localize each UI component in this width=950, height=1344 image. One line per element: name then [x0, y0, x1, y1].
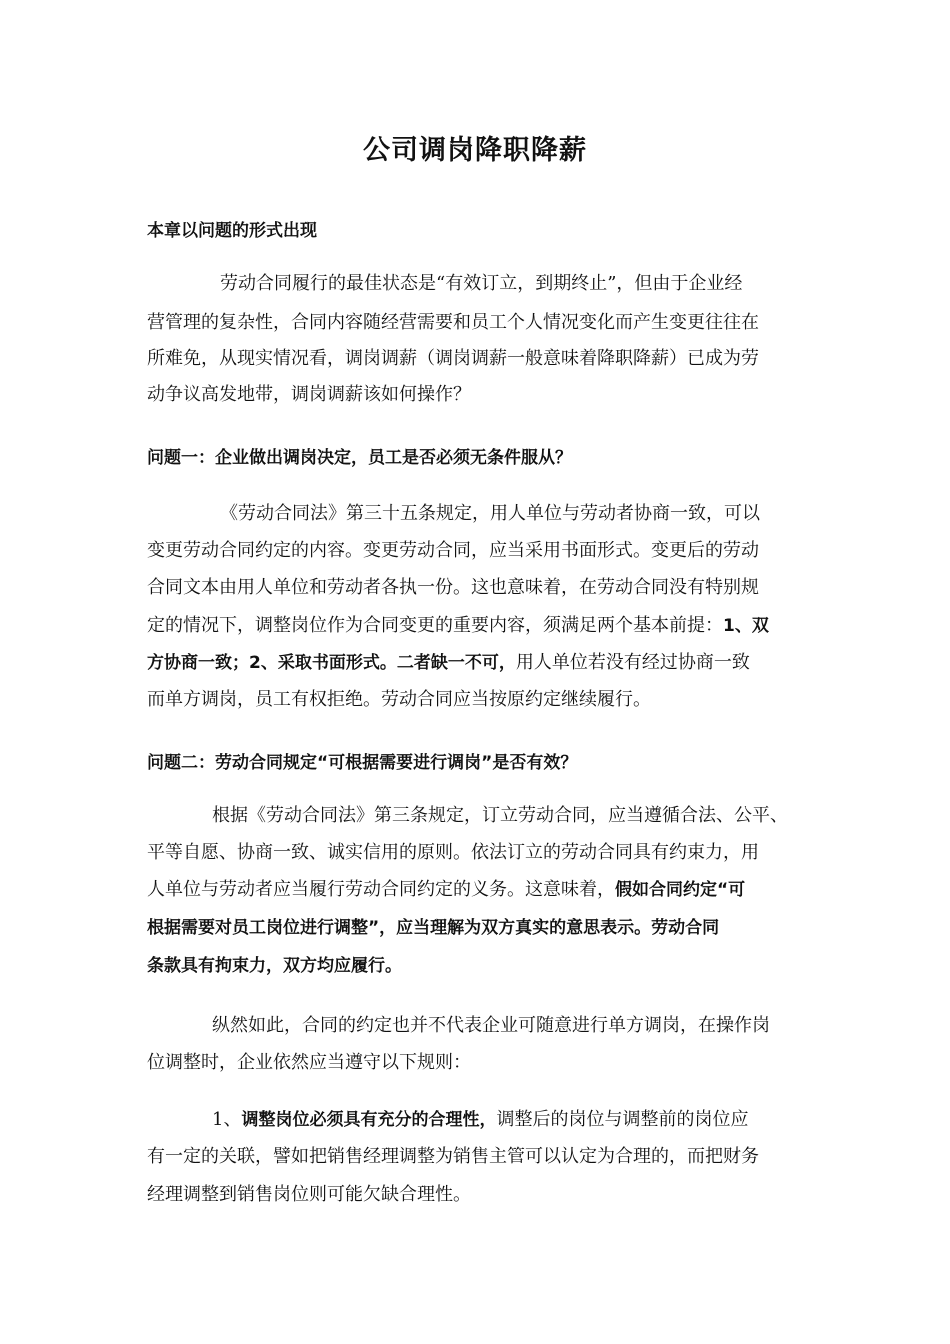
p2-line-5-bold: 方协商一致；2、采取书面形式。二者缺一不可，	[147, 653, 516, 673]
p3-line-1: 根据《劳动合同法》第三条规定，订立劳动合同，应当遵循合法、公平、	[212, 805, 788, 826]
p3-line-4: 根据需要对员工岗位进行调整”，应当理解为双方真实的意思表示。劳动合同	[147, 918, 720, 938]
p2-line-3: 合同文本由用人单位和劳动者各执一份。这也意味着，在劳动合同没有特别规	[147, 577, 759, 598]
p1-line-1: 劳动合同履行的最佳状态是“有效订立，到期终止”，但由于企业经	[220, 273, 743, 294]
p1-line-2: 营管理的复杂性，合同内容随经营需要和员工个人情况变化而产生变更往往在	[147, 312, 759, 333]
p2-line-4	[147, 614, 769, 638]
p4-line-1: 纵然如此，合同的约定也并不代表企业可随意进行单方调岗，在操作岗	[212, 1015, 770, 1036]
p2-line-1: 《劳动合同法》第三十五条规定，用人单位与劳动者协商一致，可以	[220, 503, 760, 524]
p5-line-1-bold: 调整岗位必须具有充分的合理性，	[241, 1110, 497, 1130]
p3-line-3	[147, 878, 745, 902]
question-1-heading: 问题一：企业做出调岗决定，员工是否必须无条件服从？	[147, 448, 572, 468]
p2-line-2: 变更劳动合同约定的内容。变更劳动合同，应当采用书面形式。变更后的劳动	[147, 540, 759, 561]
page-title: 公司调岗降职降薪	[363, 135, 587, 166]
p2-line-4-text: 定的情况下，调整岗位作为合同变更的重要内容，须满足两个基本前提：	[147, 615, 723, 636]
p5-line-1-text: 调整后的岗位与调整前的岗位应	[496, 1109, 749, 1130]
p2-line-4-bold: 1、双	[723, 616, 769, 636]
p2-line-6: 而单方调岗，员工有权拒绝。劳动合同应当按原约定继续履行。	[147, 689, 651, 710]
p5-line-3: 经理调整到销售岗位则可能欠缺合理性。	[147, 1184, 471, 1205]
p5-line-2: 有一定的关联，譬如把销售经理调整为销售主管可以认定为合理的，而把财务	[147, 1146, 759, 1167]
p2-line-5-text: 用人单位若没有经过协商一致	[515, 652, 750, 673]
p4-line-2: 位调整时，企业依然应当遵守以下规则：	[147, 1052, 471, 1073]
p3-line-3-bold: 假如合同约定“可	[615, 880, 746, 900]
question-2-heading: 问题二：劳动合同规定“可根据需要进行调岗”是否有效？	[147, 753, 578, 773]
intro-heading: 本章以问题的形式出现	[147, 221, 317, 241]
p5-line-1-number: 1、	[212, 1109, 242, 1130]
p1-line-4: 动争议高发地带，调岗调薪该如何操作？	[147, 384, 471, 405]
p2-line-5	[147, 651, 750, 675]
p5-line-1	[212, 1108, 748, 1132]
p3-line-5: 条款具有拘束力，双方均应履行。	[147, 956, 402, 976]
p3-line-2: 平等自愿、协商一致、诚实信用的原则。依法订立的劳动合同具有约束力，用	[147, 842, 759, 863]
p3-line-3-text: 人单位与劳动者应当履行劳动合同约定的义务。这意味着，	[147, 879, 615, 900]
p1-line-3: 所难免，从现实情况看，调岗调薪（调岗调薪一般意味着降职降薪）已成为劳	[147, 348, 759, 369]
